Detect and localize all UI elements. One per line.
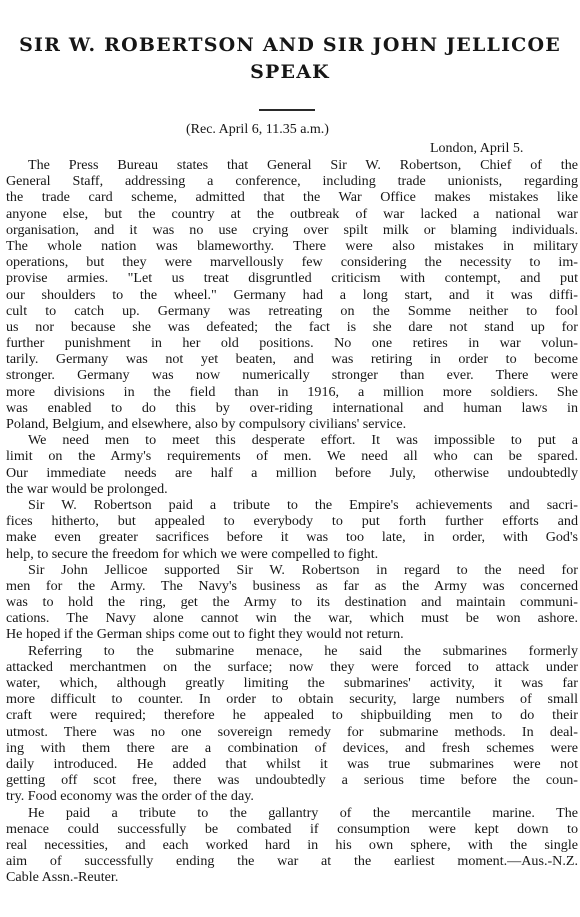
article-paragraph [6,432,578,497]
text-line: stronger. Germany was now numerically stronger than ever. There were [6,367,578,384]
text-line: more divisions in the field than in 1916, a million more soldiers. She [6,383,578,400]
article-paragraph [6,805,578,886]
text-line: getting off scot free, there was undoubtedly a serious time before the coun- [6,772,578,789]
text-line: Sir W. Robertson paid a tribute to the Empire's achievements and sacri- [28,496,578,513]
text-line: tarily. Germany was not yet beaten, and was retiring in order to become [6,351,578,368]
text-line: Referring to the submarine menace, he said the submarines formerly [28,642,578,659]
text-line: make even greater sacrifices before it was too late, in order, with God's [6,529,578,546]
headline-divider [259,109,315,111]
headline-line-1: SIR W. ROBERTSON AND SIR JOHN JELLICOE [19,34,561,56]
text-line: He hoped if the German ships come out to fight they would not return. [6,626,404,643]
text-line: He paid a tribute to the gallantry of the mercantile marine. The [28,804,578,821]
text-line: more difficult to counter. In order to obtain security, large numbers of small [6,691,578,708]
text-line: the trade card scheme, admitted that the War Office makes mistakes like [6,189,578,206]
text-line: ing with them there are a combination of devices, and fresh schemes were [6,739,578,756]
text-line: daily introduced. He added that whilst it was true submarines were not [6,755,578,772]
received-dateline: (Rec. April 6, 11.35 a.m.) [186,122,329,137]
text-line: water, which, although greatly limiting the submarines' activity, it was far [6,675,578,691]
text-line: provise armies. "Let us treat disgruntled criticism with contempt, and put [6,270,578,287]
text-line: operations, but they were marvellously few considering the necessity to im- [6,254,578,271]
text-line: further punishment in her old positions. No one retires in war volun- [6,335,578,352]
text-line: was enabled to do this by over-riding international and human laws in [6,399,578,416]
text-line: us nor because she was defeated; the fact is she dare not stand up for [6,318,578,335]
text-line: We need men to meet this desperate effort. It was impossible to put a [28,432,578,449]
text-line: utmost. There was no one sovereign remedy for submarine methods. In deal- [6,723,578,740]
text-line: cations. The Navy alone cannot win the war, which must be won ashore. [6,610,578,627]
text-line: craft were required; therefore he appealed to shipbuilding men to do their [6,707,578,724]
text-line: The Press Bureau states that General Sir W. Robertson, Chief of the [28,157,578,173]
place-date: London, April 5. [430,141,524,156]
text-line: Poland, Belgium, and elsewhere, also by compulsory civilians' service. [6,416,407,432]
article-paragraph [6,562,578,643]
text-line: men for the Army. The Navy's business as far as the Army was concerned [6,577,578,594]
text-line: our shoulders to the wheel." Germany had a long start, and it was diffi- [6,286,578,303]
text-line: fices hitherto, but appealed to everybody to put forth further efforts and [6,513,578,530]
text-line: was to hold the ring, get the Army to its destination and maintain communi- [6,594,578,611]
article-paragraph [6,497,578,562]
text-line: anyone else, but the country at the outbreak of war lacked a national war [6,205,578,222]
text-line: attacked merchantmen on the surface; now they were forced to attack under [6,658,578,675]
article-paragraph [6,157,578,432]
text-line: Our immediate needs are half a million before July, otherwise undoubtedly [6,464,578,481]
text-line: Sir John Jellicoe supported Sir W. Robertson in regard to the need for [28,561,578,578]
article-body [6,157,578,885]
text-line: menace could successfully be combated if consumption were kept down to [6,820,578,837]
text-line: help, to secure the freedom for which we were compelled to fight. [6,545,379,562]
text-line: organisation, and it was no use crying over spilt milk or blaming individuals. [6,221,578,238]
text-line: The whole nation was blameworthy. There were also mistakes in military [6,237,578,254]
text-line: cult to catch up. Germany was retreating on the Somme neither to fool [6,302,578,319]
text-line: aim of successfully ending the war at the earliest moment.—Aus.-N.Z. [6,853,578,870]
headline-line-2: SPEAK [250,61,330,83]
article-paragraph [6,643,578,805]
text-line: Cable Assn.-Reuter. [6,869,119,886]
text-line: the war would be prolonged. [6,480,168,497]
text-line: limit on the Army's requirements of men. We need all who can be spared. [6,448,578,465]
text-line: real necessities, and each worked hard in his own sphere, with the single [6,836,578,853]
text-line: try. Food economy was the order of the day. [6,788,254,805]
text-line: General Staff, addressing a conference, including trade unionists, regarding [6,173,578,190]
